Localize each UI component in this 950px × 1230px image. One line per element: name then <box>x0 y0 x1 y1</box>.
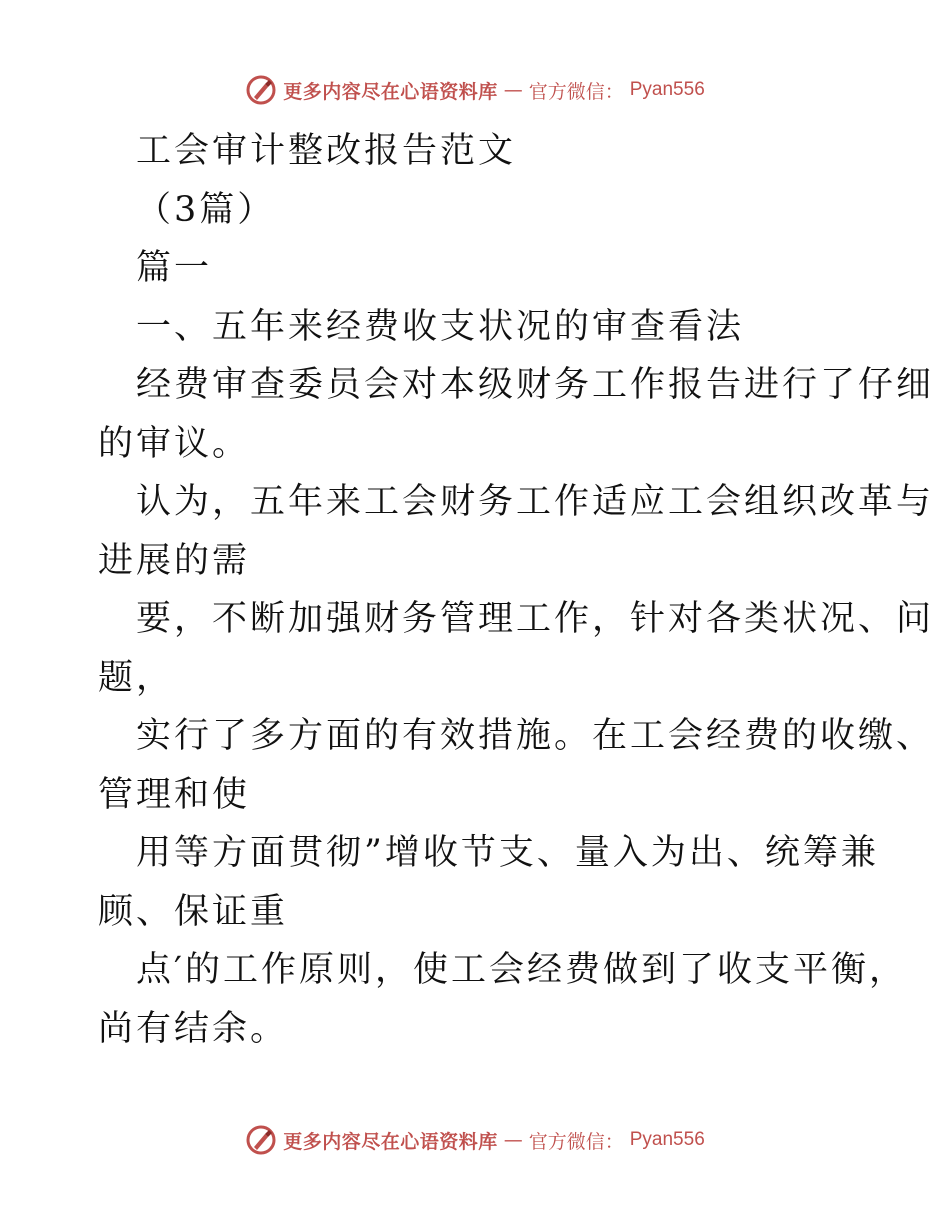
banner-content <box>245 74 705 106</box>
pen-logo-icon <box>245 74 277 106</box>
paragraph-line: 的审议。 <box>98 423 251 464</box>
banner-wechat-label: 官方微信： <box>528 80 624 103</box>
banner-dash: — <box>503 79 523 101</box>
paragraph-line: 管理和使 <box>98 774 251 815</box>
doc-subtitle: （3篇） <box>136 189 276 230</box>
paragraph-line: 要，不断加强财务管理工作，针对各类状况、问 <box>136 599 935 639</box>
footer-banner <box>0 1120 950 1160</box>
banner-title: 更多内容尽在心语资料库 <box>283 1130 498 1153</box>
paragraph-line: 题， <box>98 657 175 698</box>
paragraph-line: 经费审查委员会对本级财务工作报告进行了仔细 <box>136 365 935 405</box>
paragraph-line: 进展的需 <box>98 540 251 581</box>
paragraph-line: 用等方面贯彻”增收节支、量入为出、统筹兼 <box>136 833 879 873</box>
subsection-heading: 一、五年来经费收支状况的审查看法 <box>136 306 745 347</box>
header-banner <box>0 70 950 110</box>
banner-content <box>245 1124 705 1156</box>
paragraph-line: 点′的工作原则，使工会经费做到了收支平衡， <box>136 950 907 990</box>
doc-title: 工会审计整改报告范文 <box>136 131 517 171</box>
paragraph-line: 尚有结余。 <box>98 1008 289 1049</box>
paragraph-line: 认为，五年来工会财务工作适应工会组织改革与 <box>136 482 935 522</box>
paragraph-line: 顾、保证重 <box>98 891 289 932</box>
paragraph-line: 实行了多方面的有效措施。在工会经费的收缴、 <box>136 716 935 756</box>
section-heading: 篇一 <box>136 248 213 288</box>
pen-logo-icon <box>245 1124 277 1156</box>
banner-wechat-id: Pyan556 <box>629 1129 705 1150</box>
banner-wechat-label: 官方微信： <box>528 1130 624 1153</box>
banner-dash: — <box>503 1129 523 1151</box>
banner-wechat-id: Pyan556 <box>629 79 705 100</box>
document-body <box>98 122 935 1058</box>
banner-title: 更多内容尽在心语资料库 <box>283 80 498 103</box>
